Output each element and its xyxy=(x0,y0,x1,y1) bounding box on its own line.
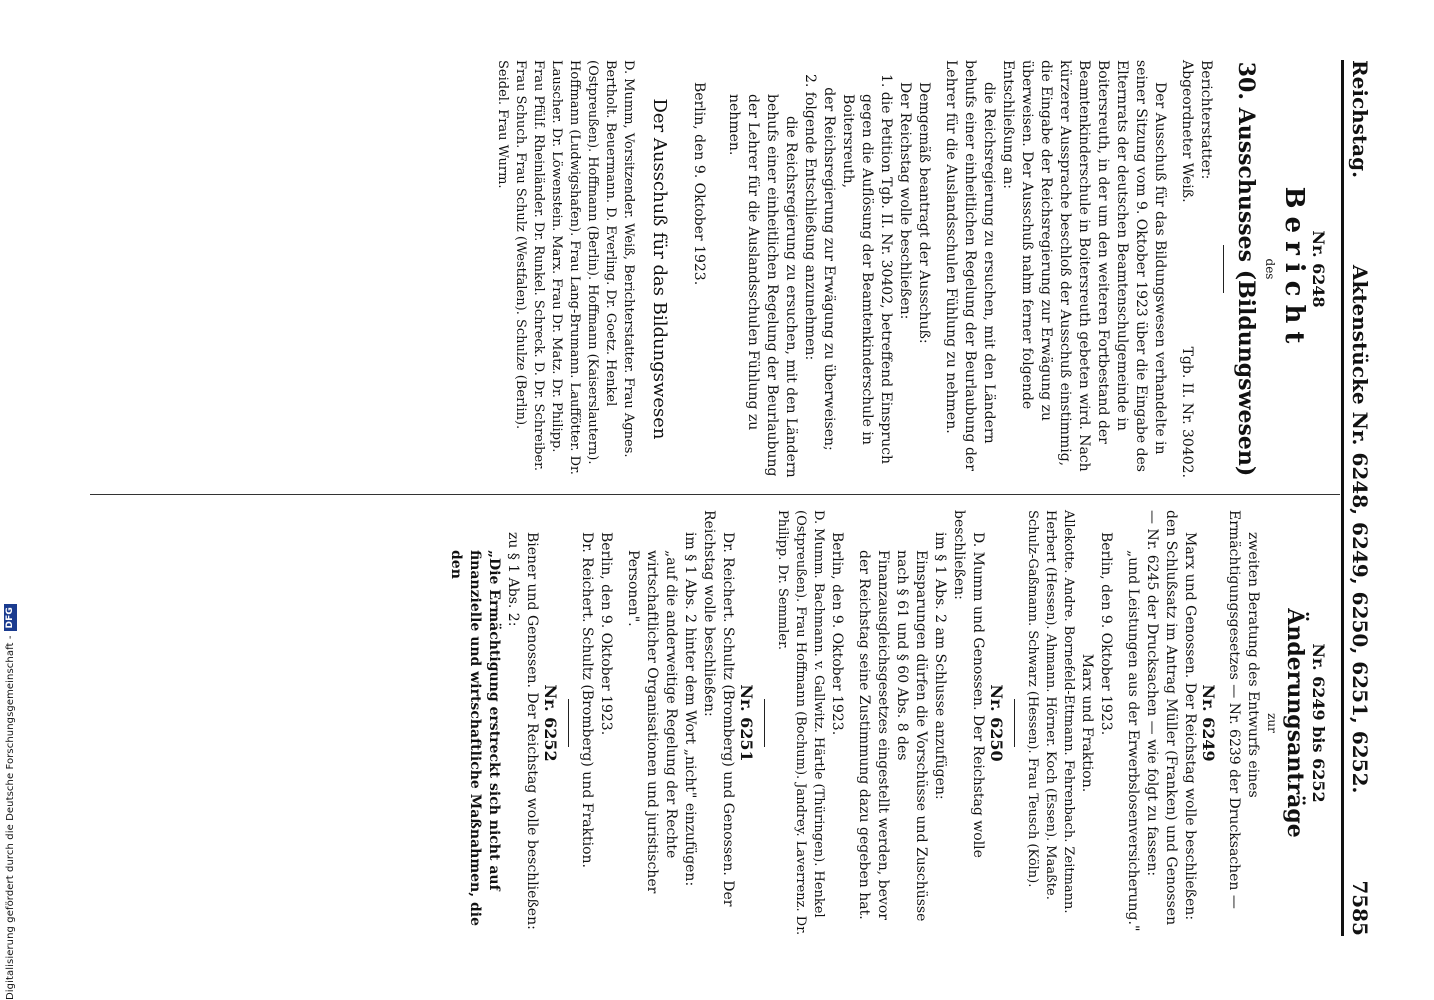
motion-6251-date: Berlin, den 9. Oktober 1923. xyxy=(598,532,614,736)
reporter-name: Abgeordneter Weiß. xyxy=(1179,60,1195,203)
motion-6251-text: Dr. Reichert. Schultz (Bromberg) und Genossen. Der Reichstag wolle beschließen: xyxy=(701,510,736,907)
doc-number-6248: Nr. 6248 xyxy=(1309,230,1328,308)
motion-item-2-text: die Reichsregierung zu ersuchen, mit den Ländern behufs einer einheitlichen Regelung der Beurlaubung der Lehrer für die Auslandsschulen Fühlung zu nehmen. xyxy=(726,94,799,478)
report-des: des xyxy=(1263,258,1277,280)
motion-6250-text: D. Mumm und Genossen. Der Reichstag wolle beschließen: xyxy=(951,510,986,858)
motion-6249-text: Marx und Genossen. Der Reichstag wolle beschließen: den Schlußsatz im Antrag Müller (Franken) und Genossen — Nr. 6245 der Drucksachen — wie folgt zu fassen: xyxy=(1144,510,1198,926)
running-head-left: Reichstag. xyxy=(1348,60,1372,179)
column-divider xyxy=(90,494,1340,495)
motion-6251-signature: Dr. Reichert. Schultz (Bromberg) und Fraktion. xyxy=(579,532,595,868)
motion-6251-quote: „auf die anderweitige Regelung der Rechte wirtschaftlicher Organisationen und juristischer Personen". xyxy=(625,550,679,894)
accordingly-text: Demgemäß beantragt der Ausschuß: xyxy=(916,82,932,344)
report-intro: Der Ausschuß für das Bildungswesen verhandelte in seiner Sitzung vom 9. Oktober 1923 über die Eingabe des Elternrats der deutschen Beamtenschulgemeinde in Boitersreuth, in der um den weiteren Fortbestand der Beamtenkinderschule in Boitersreuth gebeten wird. Nach kürzerer Aussprache beschloß der Ausschuß einstimmig, die Eingabe der Reichsregierung zur Erwägung zu überweisen. Der Ausschuß nahm ferner folgende Entschließung an: xyxy=(1000,60,1168,472)
header-rule xyxy=(1341,60,1344,936)
running-head-center: Aktenstücke Nr. 6248, 6249, 6250, 6251, 6252. xyxy=(1348,264,1372,794)
running-head xyxy=(1348,60,1372,936)
doc-number-6250: Nr. 6250 xyxy=(987,684,1006,762)
motion-6249-names: Allekotte. Andre. Bornefeld-Ettmann. Fehrenbach. Zeitmann. Herbert (Hessen). Ahmann. Hörner. Koch (Essen). Maaßte. Schulz-Gaßmann. Schwarz (Hessen). Frau Teusch (Köln). xyxy=(1025,510,1076,914)
motion-6252-text: Biener und Genossen. Der Reichstag wolle beschließen: xyxy=(524,532,540,930)
doc-number-6251: Nr. 6251 xyxy=(737,684,756,762)
report-resolution: die Reichsregierung zu ersuchen, mit den Ländern behufs einer einheitlichen Regelung der Beurlaubung der Lehrer für die Auslandsschulen Fühlung zu nehmen. xyxy=(943,60,997,471)
left-column xyxy=(493,60,1334,478)
page-number: 7585 xyxy=(1348,880,1372,936)
motion-item-1: 1. die Petition Tgb. II. Nr. 30402, betreffend Einspruch gegen die Auflösung der Beamtenkinderschule in Boitersreuth, xyxy=(840,74,894,464)
committee-title: 30. Ausschusses (Bildungswesen) xyxy=(1233,61,1259,477)
report-date: Berlin, den 9. Oktober 1923. xyxy=(691,82,707,286)
resolve-text: Der Reichstag wolle beschließen: xyxy=(897,82,913,320)
motion-item-1-action: der Reichsregierung zur Erwägung zu überweisen; xyxy=(821,87,837,451)
motion-item-2: 2. folgende Entschließung anzunehmen: xyxy=(802,74,818,361)
credit-text: Digitalisierung gefördert durch die Deutsche Forschungsgemeinschaft - xyxy=(5,635,16,1000)
amendments-subtitle: zweiten Beratung des Entwurfs eines Ermächtigungsgesetzes — Nr. 6239 der Drucksachen — xyxy=(1226,510,1261,909)
motion-6249-date: Berlin, den 9. Oktober 1923. xyxy=(1098,532,1114,736)
motion-6249-quote: „und Leistungen aus der Erwerbslosenversicherung." xyxy=(1125,550,1141,932)
report-title: Bericht xyxy=(1279,186,1309,352)
committee-signature: Der Ausschuß für das Bildungswesen xyxy=(649,98,670,440)
motion-6251-para: im § 1 Abs. 2 hinter dem Wort „nicht" einzufügen: xyxy=(682,532,698,887)
short-rule xyxy=(1014,699,1015,747)
motion-6250-date: Berlin, den 9. Oktober 1923. xyxy=(829,532,845,736)
tgb-reference: Tgb. II. Nr. 30402. xyxy=(1179,346,1195,478)
motion-6250-quote: Einsparungen dürfen die Vorschüsse und Zuschüsse nach § 61 und § 60 Abs. 8 des Finanzausgleichsgesetzes eingestellt werden, bevor der Reichstag seine Zustimmung dazu gegeben hat. xyxy=(856,550,929,922)
dfg-logo: DFG xyxy=(4,604,17,631)
amendments-title: Änderungsanträge xyxy=(1282,608,1308,838)
motion-6249-signature: Marx und Fraktion. xyxy=(1079,653,1095,793)
reporter-label: Berichterstatter: xyxy=(1198,60,1214,180)
doc-number-6249: Nr. 6249 xyxy=(1199,684,1218,762)
reporter-row xyxy=(1177,60,1196,478)
motion-6252-para: zu § 1 Abs. 2: xyxy=(505,532,521,627)
motion-6250-names: D. Mumm. Bachmann. v. Gallwitz. Härtle (Thüringen). Henkel (Ostpreußen). Frau Hoffmann (Bochum). Jandrey. Laverrenz. Dr. Philipp. Dr. Semmler. xyxy=(775,510,826,936)
right-column xyxy=(446,510,1334,936)
short-rule xyxy=(568,699,569,747)
motion-6250-para: im § 1 Abs. 2 am Schlusse anzufügen: xyxy=(932,532,948,800)
short-rule xyxy=(1223,245,1224,293)
short-rule xyxy=(764,699,765,747)
committee-members: D. Mumm, Vorsitzender. Weiß, Berichterstatter. Frau Agnes. Bertholt. Beuermann. D. Everling. Dr. Goetz. Henkel (Ostpreußen). Hoffmann (Berlin). Hoffmann (Kaiserslautern). Hoffmann (Ludwigshafen). Frau Lang-Brumann. Lauffötter. Dr. Lauscher. Dr. Löwenstein. Marx. Frau Dr. Matz. Dr. Philipp. Frau Pfülf. Rheinländer. Dr. Runkel. Schreck. D. Dr. Schreiber. Frau Schuch. Frau Schulz (Westfalen). Schulze (Berlin). Seidel. Frau Wurm. xyxy=(495,60,636,475)
doc-number-6252: Nr. 6252 xyxy=(541,684,560,762)
digitization-credit xyxy=(0,0,22,1000)
motion-6252-quote: „Die Ermächtigung erstreckt sich nicht auf finanzielle und wirtschaftliche Maßnahmen, die den xyxy=(448,550,502,926)
amendments-zur: zur xyxy=(1265,713,1279,733)
amendments-range: Nr. 6249 bis 6252 xyxy=(1309,643,1328,803)
